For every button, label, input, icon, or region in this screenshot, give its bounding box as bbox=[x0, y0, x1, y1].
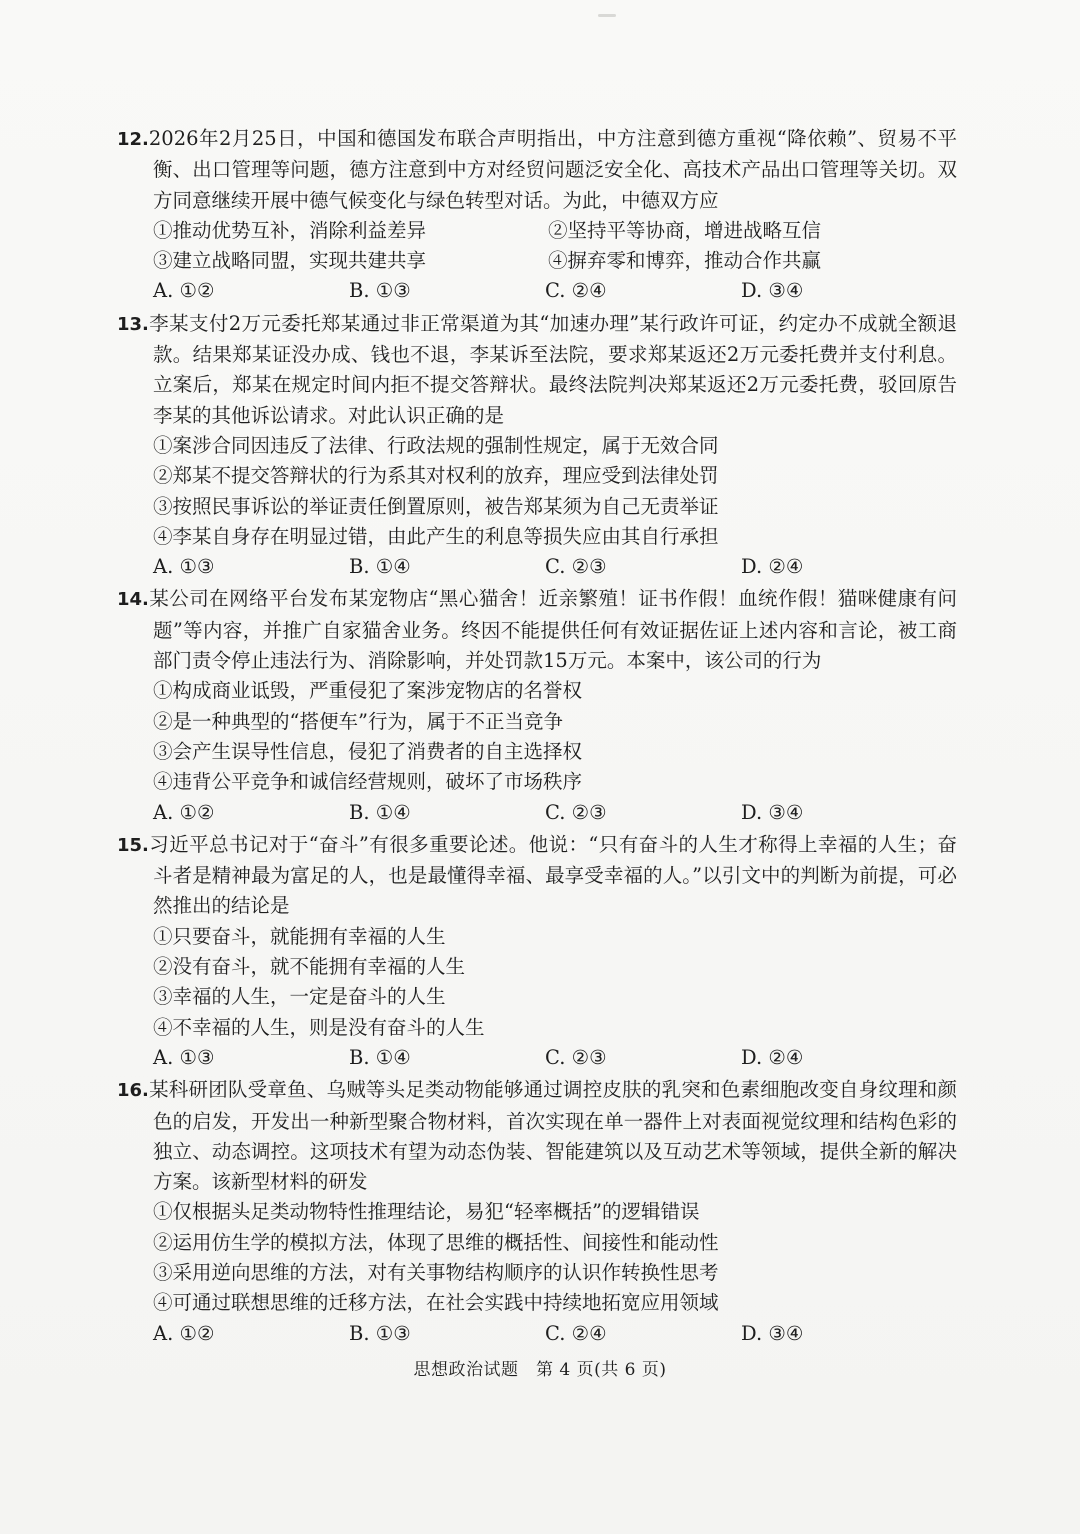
question-number: 15. bbox=[117, 834, 149, 856]
statement-option: ①推动优势互补，消除利益差异 bbox=[153, 218, 427, 242]
question-stem bbox=[117, 584, 957, 676]
statement-option: ②坚持平等协商，增进战略互信 bbox=[548, 218, 822, 242]
question-stem bbox=[117, 124, 957, 216]
answer-choices bbox=[117, 276, 957, 306]
question-12 bbox=[117, 124, 957, 307]
scan-mark bbox=[598, 14, 616, 17]
answer-choice-b[interactable]: B. ①③ bbox=[349, 279, 411, 303]
answer-choice-c[interactable]: C. ②③ bbox=[545, 555, 607, 579]
statement-option: ②郑某不提交答辩状的行为系其对权利的放弃，理应受到法律处罚 bbox=[153, 464, 719, 488]
statement-option: ②没有奋斗，就不能拥有幸福的人生 bbox=[153, 955, 466, 979]
answer-choice-d[interactable]: D. ③④ bbox=[741, 279, 804, 303]
question-text: 李某支付2万元委托郑某通过非正常渠道为其“加速办理”某行政许可证，约定办不成就全额退款。结果郑某证没办成、钱也不退，李某诉至法院，要求郑某返还2万元委托费并支付利息。立案后，郑某在规定时间内拒不提交答辩状。最终法院判决郑某返还2万元委托费，驳回原告李某的其他诉讼请求。对此认识正确的是 bbox=[148, 311, 957, 427]
answer-choice-d[interactable]: D. ③④ bbox=[741, 800, 804, 824]
statement-option: ③会产生误导性信息，侵犯了消费者的自主选择权 bbox=[153, 739, 583, 763]
page-footer: 思想政治试题 第 4 页(共 6 页) bbox=[413, 1360, 667, 1380]
question-stem bbox=[117, 309, 957, 431]
question-text: 习近平总书记对于“奋斗”有很多重要论述。他说：“只有奋斗的人生才称得上幸福的人生；奋斗者是精神最为富足的人，也是最懂得幸福、最享受幸福的人。”以引文中的判断为前提，可必然推出的结论是 bbox=[148, 832, 957, 918]
question-number: 16. bbox=[117, 1080, 149, 1102]
statement-option: ①案涉合同因违反了法律、行政法规的强制性规定，属于无效合同 bbox=[153, 433, 719, 457]
statement-option: ④摒弃零和博弈，推动合作共赢 bbox=[548, 249, 822, 273]
answer-choice-c[interactable]: C. ②③ bbox=[545, 1045, 607, 1069]
statement-option: ④李某自身存在明显过错，由此产生的利息等损失应由其自行承担 bbox=[153, 524, 719, 548]
answer-choices bbox=[117, 1319, 957, 1349]
answer-choice-b[interactable]: B. ①④ bbox=[349, 1045, 411, 1069]
answer-choice-d[interactable]: D. ②④ bbox=[741, 1045, 804, 1069]
statement-options bbox=[117, 216, 957, 277]
question-list bbox=[117, 124, 957, 1351]
statement-option: ④违背公平竞争和诚信经营规则，破坏了市场秩序 bbox=[153, 770, 583, 794]
question-text: 2026年2月25日，中国和德国发布联合声明指出，中方注意到德方重视“降依赖”、贸易不平衡、出口管理等问题，德方注意到中方对经贸问题泛安全化、高技术产品出口管理等关切。双方同意继续开展中德气候变化与绿色转型对话。为此，中德双方应 bbox=[148, 127, 957, 212]
question-13 bbox=[117, 309, 957, 583]
statement-option: ①只要奋斗，就能拥有幸福的人生 bbox=[153, 924, 446, 948]
answer-choice-b[interactable]: B. ①③ bbox=[349, 1321, 411, 1345]
question-text: 某科研团队受章鱼、乌贼等头足类动物能够通过调控皮肤的乳突和色素细胞改变自身纹理和颜色的启发，开发出一种新型聚合物材料，首次实现在单一器件上对表面视觉纹理和结构色彩的独立、动态调控。这项技术有望为动态伪装、智能建筑以及互动艺术等领域，提供全新的解决方案。该新型材料的研发 bbox=[148, 1078, 957, 1194]
statement-option: ③幸福的人生，一定是奋斗的人生 bbox=[153, 985, 446, 1009]
answer-choices bbox=[117, 798, 957, 828]
answer-choice-d[interactable]: D. ③④ bbox=[741, 1321, 804, 1345]
question-text: 某公司在网络平台发布某宠物店“黑心猫舍！近亲繁殖！证书作假！血统作假！猫咪健康有问题”等内容，并推广自家猫舍业务。终因不能提供任何有效证据佐证上述内容和言论，被工商部门责令停止违法行为、消除影响，并处罚款15万元。本案中，该公司的行为 bbox=[148, 587, 957, 673]
answer-choice-a[interactable]: A. ①② bbox=[153, 279, 215, 303]
answer-choice-a[interactable]: A. ①③ bbox=[153, 1045, 215, 1069]
answer-choice-a[interactable]: A. ①② bbox=[153, 1321, 215, 1345]
answer-choices bbox=[117, 1043, 957, 1073]
answer-choice-d[interactable]: D. ②④ bbox=[741, 555, 804, 579]
statement-option: ②是一种典型的“搭便车”行为，属于不正当竞争 bbox=[153, 709, 563, 733]
question-14 bbox=[117, 584, 957, 827]
question-number: 13. bbox=[117, 313, 149, 335]
statement-option: ①仅根据头足类动物特性推理结论，易犯“轻率概括”的逻辑错误 bbox=[153, 1200, 700, 1224]
statement-option: ③按照民事诉讼的举证责任倒置原则，被告郑某须为自己无责举证 bbox=[153, 494, 719, 518]
answer-choice-c[interactable]: C. ②④ bbox=[545, 1321, 607, 1345]
statement-option: ④可通过联想思维的迁移方法，在社会实践中持续地拓宽应用领域 bbox=[153, 1291, 719, 1315]
answer-choice-a[interactable]: A. ①③ bbox=[153, 555, 215, 579]
answer-choice-b[interactable]: B. ①④ bbox=[349, 800, 411, 824]
answer-choice-c[interactable]: C. ②④ bbox=[545, 279, 607, 303]
statement-option: ①构成商业诋毁，严重侵犯了案涉宠物店的名誉权 bbox=[153, 679, 583, 703]
answer-choice-a[interactable]: A. ①② bbox=[153, 800, 215, 824]
statement-option: ②运用仿生学的模拟方法，体现了思维的概括性、间接性和能动性 bbox=[153, 1230, 719, 1254]
answer-choice-c[interactable]: C. ②③ bbox=[545, 800, 607, 824]
statement-option: ④不幸福的人生，则是没有奋斗的人生 bbox=[153, 1015, 485, 1039]
question-stem bbox=[117, 830, 957, 922]
question-number: 12. bbox=[117, 129, 149, 150]
question-stem bbox=[117, 1075, 957, 1197]
question-16 bbox=[117, 1075, 957, 1349]
statement-option: ③采用逆向思维的方法，对有关事物结构顺序的认识作转换性思考 bbox=[153, 1260, 719, 1284]
question-15 bbox=[117, 830, 957, 1073]
answer-choice-b[interactable]: B. ①④ bbox=[349, 555, 411, 579]
question-number: 14. bbox=[117, 589, 149, 611]
answer-choices bbox=[117, 552, 957, 582]
statement-option: ③建立战略同盟，实现共建共享 bbox=[153, 249, 427, 273]
